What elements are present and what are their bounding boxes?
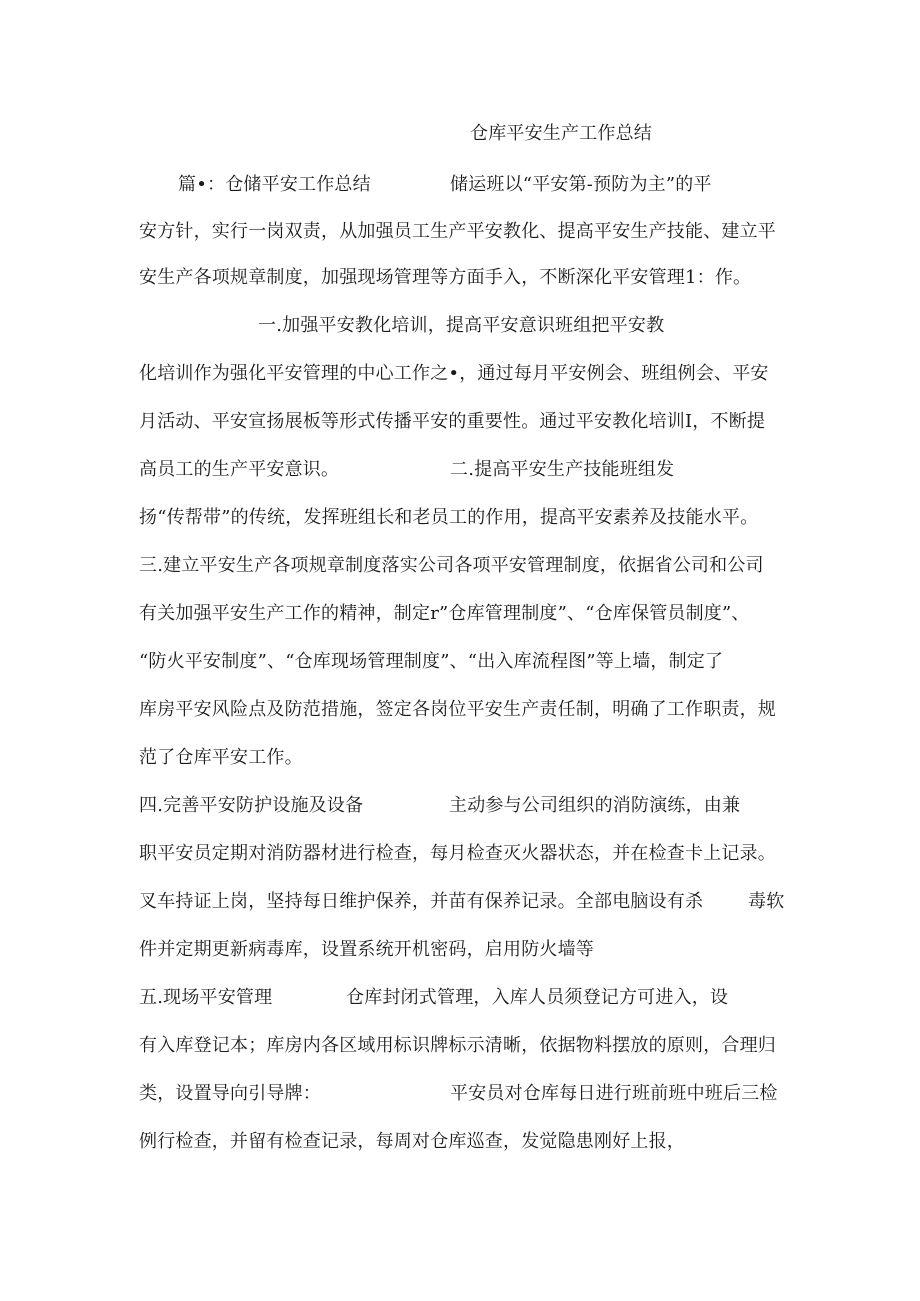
section-heading: 二.提高平安生产技能班组发 — [450, 459, 675, 480]
text-line: 安方针，实行一岗双责，从加强员工生产平安教化、提高平安生产技能、建立平 — [139, 221, 776, 242]
text-line: 扬“传帮带”的传统，发挥班组长和老员工的作用，提高平安素养及技能水平。 — [139, 507, 759, 528]
text-line: 仓库封闭式管理，入库人员须登记方可进入，设 — [346, 987, 729, 1008]
text-line: 储运班以“平安第-预防为主”的平 — [450, 174, 712, 195]
text-line: 范了仓库平安工作。 — [139, 747, 303, 768]
text-line: 三.建立平安生产各项规章制度落实公司各项平安管理制度，依据省公司和公司 — [139, 555, 764, 576]
section-heading: 四.完善平安防护设施及设备 — [139, 795, 364, 816]
text-line: 职平安员定期对消防器材进行检查，每月检查灭火器状态，并在检查卡上记录。 — [139, 843, 776, 864]
text-line: 主动参与公司组织的消防演练，由兼 — [449, 795, 741, 816]
text-line: 篇•：仓储平安工作总结 — [178, 174, 371, 195]
text-line: 有入库登记本；库房内各区域用标识牌标示清晰，依据物料摆放的原则，合理归 — [139, 1035, 776, 1056]
text-line: 月活动、平安宣扬展板等形式传播平安的重要性。通过平安教化培训I，不断提 — [139, 411, 766, 432]
section-heading: 一.加强平安教化培训，提高平安意识班组把平安教 — [258, 315, 665, 336]
document-title: 仓库平安生产工作总结 — [470, 123, 652, 144]
text-line: 库房平安风险点及防范措施，签定各岗位平安生产责任制，明确了工作职责，规 — [139, 699, 776, 720]
text-line: 件并定期更新病毒库，设置系统开机密码，启用防火墙等 — [139, 939, 594, 960]
text-line: 化培训作为强化平安管理的中心工作之•，通过每月平安例会、班组例会、平安 — [139, 363, 769, 384]
text-line: 毒软 — [748, 891, 785, 912]
text-line: “防火平安制度”、“仓库现场管理制度”、“出入库流程图”等上墙，制定了 — [139, 651, 724, 672]
text-line: 例行检查，并留有检查记录，每周对仓库巡查，发觉隐患刚好上报， — [139, 1131, 685, 1152]
text-line: 高员工的生产平安意识。 — [139, 459, 340, 480]
section-heading: 五.现场平安管理 — [139, 987, 273, 1008]
text-line: 叉车持证上岗，坚持每日维护保养，并苗有保养记录。全部电脑设有杀 — [139, 891, 704, 912]
text-line: 有关加强平安生产工作的精神，制定r”仓库管理制度”、“仓库保管员制度”、 — [139, 603, 750, 624]
text-line: 类，设置导向引导牌： — [139, 1083, 321, 1104]
text-line: 安生产各项规章制度，加强现场管理等方面手入，不断深化平安管理1：作。 — [139, 267, 752, 288]
text-line: 平安员对仓库每日进行班前班中班后三检 — [450, 1083, 778, 1104]
